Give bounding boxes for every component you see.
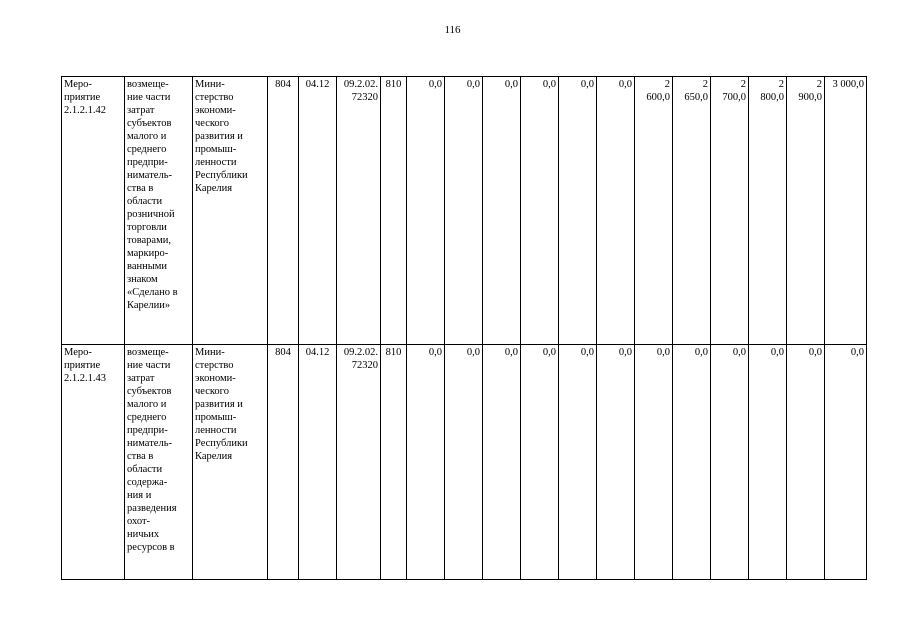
value-cell: 0,0 (559, 77, 597, 345)
value-cell: 0,0 (597, 345, 635, 580)
value-cell: 0,0 (445, 77, 483, 345)
grbs-cell: 804 (268, 345, 299, 580)
csr-cell: 09.2.02. 72320 (337, 345, 381, 580)
value-cell: 0,0 (521, 77, 559, 345)
value-cell: 0,0 (407, 345, 445, 580)
value-cell: 0,0 (635, 345, 673, 580)
value-cell: 0,0 (559, 345, 597, 580)
value-cell: 0,0 (597, 77, 635, 345)
value-cell: 0,0 (749, 345, 787, 580)
value-cell: 2 600,0 (635, 77, 673, 345)
event-code-cell: Меро- приятие 2.1.2.1.42 (62, 77, 125, 345)
csr-cell: 09.2.02. 72320 (337, 77, 381, 345)
value-cell: 0,0 (825, 345, 867, 580)
value-cell: 0,0 (711, 345, 749, 580)
rzpr-cell: 04.12 (299, 345, 337, 580)
page-number: 116 (444, 24, 461, 36)
executor-cell: Мини- стерство экономи- ческого развития и промыш- ленности Республики Карелия (193, 345, 268, 580)
value-cell: 2 650,0 (673, 77, 711, 345)
value-cell: 0,0 (673, 345, 711, 580)
grbs-cell: 804 (268, 77, 299, 345)
event-code-cell: Меро- приятие 2.1.2.1.43 (62, 345, 125, 580)
value-cell: 0,0 (787, 345, 825, 580)
vr-cell: 810 (381, 77, 407, 345)
budget-table (61, 76, 867, 580)
table-row (62, 77, 867, 345)
value-cell: 2 800,0 (749, 77, 787, 345)
value-cell: 0,0 (407, 77, 445, 345)
value-cell: 0,0 (521, 345, 559, 580)
executor-cell: Мини- стерство экономи- ческого развития и промыш- ленности Республики Карелия (193, 77, 268, 345)
event-description-cell: возмеще- ние части затрат субъектов малого и среднего предпри- ниматель- ства в области розничной торговли товарами, маркиро- ванными знаком «Сделано в Карелии» (125, 77, 193, 345)
value-cell: 2 900,0 (787, 77, 825, 345)
table-row (62, 345, 867, 580)
vr-cell: 810 (381, 345, 407, 580)
value-cell: 3 000,0 (825, 77, 867, 345)
value-cell: 0,0 (483, 77, 521, 345)
rzpr-cell: 04.12 (299, 77, 337, 345)
value-cell: 0,0 (483, 345, 521, 580)
event-description-cell: возмеще- ние части затрат субъектов малого и среднего предпри- ниматель- ства в области содержа- ния и разведения охот- ничьих ресурсов в (125, 345, 193, 580)
value-cell: 2 700,0 (711, 77, 749, 345)
value-cell: 0,0 (445, 345, 483, 580)
